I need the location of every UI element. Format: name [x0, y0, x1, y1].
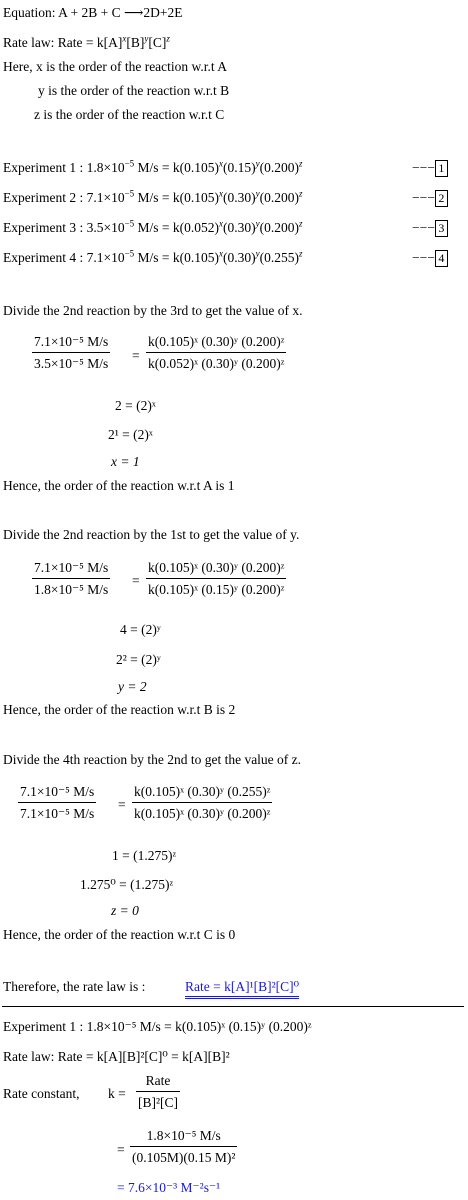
- step-y-heading: Divide the 2nd reaction by the 1st to get the value of y.: [3, 527, 300, 542]
- step-y-line-2: 2² = (2)ʸ: [116, 652, 161, 667]
- step-x-line-2: 2¹ = (2)ˣ: [108, 427, 153, 442]
- experiment-3: Experiment 3 : $3.5\times 10^{-5}$ $M/s = k(0.052)^x(0.30)^y(0.200)^z$: [3, 218, 303, 235]
- step-x-conclusion: Hence, the order of the reaction w.r.t A is 1: [3, 478, 235, 493]
- y-definition: y is the order of the reaction w.r.t B: [38, 83, 230, 98]
- therefore-label: Therefore, the rate law is :: [3, 979, 146, 994]
- experiment-4-tag: −−− 4: [412, 250, 448, 267]
- rate-law-line: Rate law: Rate = $k[A]^x[B]^y[C]^z$: [3, 33, 170, 50]
- experiment-1: Experiment 1 : $1.8\times 10^{-5}$ $M/s = k(0.105)^x(0.15)^y(0.200)^z$: [3, 158, 303, 175]
- simplified-rate-law: Rate law: Rate = k[A][B]²[C]⁰ = k[A][B]²: [3, 1049, 230, 1064]
- step-z-line-2: 1.275⁰ = (1.275)ᶻ: [80, 877, 174, 892]
- step-y-lhs-fraction: 7.1×10⁻⁵ M/s 1.8×10⁻⁵ M/s: [34, 560, 109, 597]
- step-x-lhs-fraction: 7.1×10⁻⁵ M/s 3.5×10⁻⁵ M/s: [34, 334, 109, 371]
- step-x-rhs-fraction: k(0.105)ˣ (0.30)ʸ (0.200)ᶻ k(0.052)ˣ (0.30)ʸ (0.200)ᶻ: [148, 334, 285, 371]
- x-definition: Here, x is the order of the reaction w.r.t A: [3, 59, 228, 74]
- step-z-rhs-fraction: k(0.105)ˣ (0.30)ʸ (0.255)ᶻ k(0.105)ˣ (0.30)ʸ (0.200)ᶻ: [134, 784, 271, 821]
- solution-page: Equation: A + 2B + C ⟶2D+2E Rate law: Rate = $k[A]^x[B]^y[C]^z$ Here, x is the order of the reaction w.r.t A y is the order of the reaction w.r.t B z is the order of the reaction w.r.t C Experiment 1 : $1.8\times 10^{-5}$ $M/s = k(0.105)^x(0.15)^y(0.200)^z$ −−− 1 Experiment 2 : $7.1\times 10^{-5}$ $M/s = k(0.105)^x(0.30)^y(0.200)^z$ −−− 2 Experiment 3 : $3.5\times 10^{-5}$ $M/s = k(0.052)^x(0.30)^y(0.200)^z$ −−− 3 Experiment 4 : $7.1\times 10^{-5}$ $M/s = k(0.105)^x(0.30)^y(0.255)^z$ −−− 4 Divide the 2nd reaction by the 3rd to get the value of x. 7.1×10⁻⁵ M/s 3.5×10⁻⁵ M/s = k(0.105)ˣ (0.30)ʸ (0.200)ᶻ k(0.052)ˣ (0.30)ʸ (0.200)ᶻ 2 = (2)ˣ 2¹ = (2)ˣ x = 1 Hence, the order of the reaction w.r.t A is 1 Divide the 2nd reaction by the 1st to get the value of y. 7.1×10⁻⁵ M/s 1.8×10⁻⁵ M/s = k(0.105)ˣ (0.30)ʸ (0.200)ᶻ k(0.105)ˣ (0.15)ʸ (0.200)ᶻ 4 = (2)ʸ 2² = (2)ʸ y = 2 Hence, the order of the reaction w.r.t B is 2 Divide the 4th reaction by the 2nd to get the value of z. 7.1×10⁻⁵ M/s 7.1×10⁻⁵ M/s = k(0.105)ˣ (0.30)ʸ (0.255)ᶻ k(0.105)ˣ (0.30)ʸ (0.200)ᶻ 1 = (1.275)ᶻ 1.275⁰ = (1.275)ᶻ z = 0 Hence, the order of the reaction w.r.t C is 0 Therefore, the rate law is : Rate = k[A]¹[B]²[C]⁰ Experiment 1 : 1.8×10⁻⁵ M/s = k(0.105)ˣ (0.15)ʸ (0.200)ᶻ Rate law: Rate = k[A][B]²[C]⁰ = k[A][B]² Rate constant, k = Rate [B]²[C] = 1.8×10⁻⁵ M/s (0.105M)(0.15 M)² = 7.6×10⁻³ M⁻²s⁻¹: [0, 0, 468, 1200]
- k-formula-fraction: Rate [B]²[C]: [138, 1073, 179, 1110]
- step-x-line-1: 2 = (2)ˣ: [115, 398, 156, 413]
- equation-line: [3, 5, 182, 21]
- equation-products: 2D+2E: [143, 5, 183, 20]
- rate-law-prefix: Rate law:: [3, 35, 55, 50]
- rate-constant-label: Rate constant,: [3, 1086, 80, 1101]
- final-rate-law: Rate = k[A]¹[B]²[C]⁰: [185, 979, 299, 999]
- experiment-2: Experiment 2 : $7.1\times 10^{-5}$ $M/s = k(0.105)^x(0.30)^y(0.200)^z$: [3, 188, 303, 205]
- step-y-rhs-fraction: k(0.105)ˣ (0.30)ʸ (0.200)ᶻ k(0.105)ˣ (0.15)ʸ (0.200)ᶻ: [148, 560, 285, 597]
- step-y-conclusion: Hence, the order of the reaction w.r.t B is 2: [3, 702, 236, 717]
- step-x-heading: Divide the 2nd reaction by the 3rd to get the value of x.: [3, 303, 303, 318]
- equation-prefix: Equation:: [3, 5, 56, 20]
- reaction-arrow: ⟶: [124, 5, 144, 20]
- step-y-line-3: y = 2: [118, 679, 147, 694]
- final-experiment-1: Experiment 1 : 1.8×10⁻⁵ M/s = k(0.105)ˣ (0.15)ʸ (0.200)ᶻ: [3, 1019, 312, 1034]
- experiment-2-tag: −−− 2: [412, 190, 448, 207]
- equation-reactants: A + 2B + C: [58, 5, 121, 20]
- z-definition: z is the order of the reaction w.r.t C: [34, 107, 225, 122]
- experiment-4: Experiment 4 : $7.1\times 10^{-5}$ $M/s = k(0.105)^x(0.30)^y(0.255)^z$: [3, 248, 303, 265]
- step-z-line-1: 1 = (1.275)ᶻ: [112, 848, 177, 863]
- step-z-conclusion: Hence, the order of the reaction w.r.t C is 0: [3, 927, 236, 942]
- rate-constant-result: = 7.6×10⁻³ M⁻²s⁻¹: [117, 1180, 221, 1195]
- rate-law-general: Rate = k[A]: [57, 35, 123, 50]
- experiment-3-tag: −−− 3: [412, 220, 448, 237]
- step-z-heading: Divide the 4th reaction by the 2nd to get the value of z.: [3, 752, 302, 767]
- step-x-line-3: x = 1: [111, 454, 140, 469]
- step-z-line-3: z = 0: [111, 903, 139, 918]
- k-equals: k =: [108, 1086, 126, 1101]
- divider: [2, 1006, 464, 1007]
- k-value-fraction: 1.8×10⁻⁵ M/s (0.105M)(0.15 M)²: [132, 1128, 236, 1165]
- step-z-lhs-fraction: 7.1×10⁻⁵ M/s 7.1×10⁻⁵ M/s: [20, 784, 95, 821]
- step-y-line-1: 4 = (2)ʸ: [120, 622, 161, 637]
- experiment-1-tag: −−− 1: [412, 160, 448, 177]
